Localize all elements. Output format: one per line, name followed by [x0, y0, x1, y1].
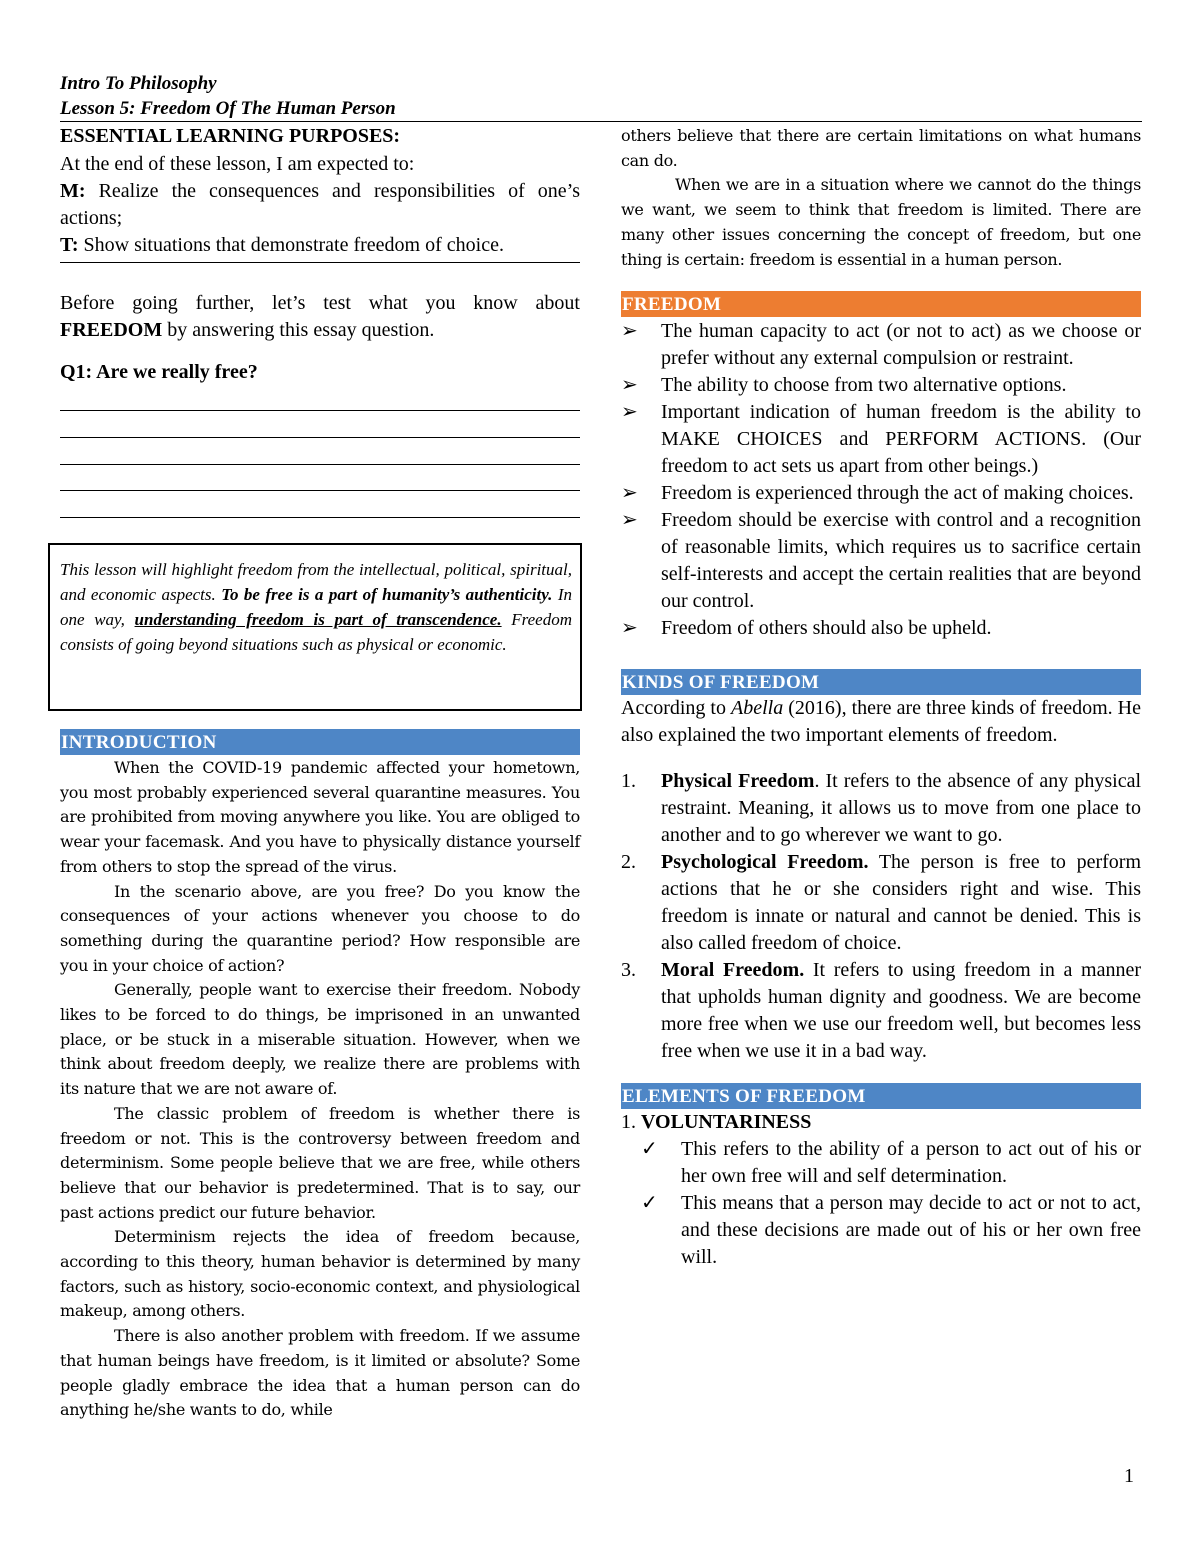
list-item: [621, 957, 1141, 1065]
list-item: [621, 318, 1141, 372]
arrow-bullet-icon: ➢: [621, 374, 638, 397]
introduction-body: [60, 756, 580, 1423]
introduction-heading: INTRODUCTION: [60, 729, 580, 755]
purpose-t: [60, 232, 580, 259]
kinds-intro-author: Abella: [731, 697, 784, 720]
freedom-heading: FREEDOM: [621, 291, 1141, 317]
introduction-paragraph: There is also another problem with freedom. If we assume that human beings have freedom, is it limited or absolute? Some people gladly embrace the idea that a human person can do anything he/she wants to do, while: [60, 1326, 580, 1420]
list-number: 2.: [621, 851, 636, 874]
kinds-intro-text: According to: [621, 697, 732, 720]
lesson-title: Lesson 5: Freedom Of The Human Person: [60, 98, 396, 119]
kinds-heading: KINDS OF FREEDOM: [621, 669, 1141, 695]
answer-line[interactable]: [60, 410, 580, 411]
header-rule: [60, 121, 1142, 122]
purpose-t-text: Show situations that demonstrate freedom of choice.: [78, 234, 504, 256]
introduction-paragraph: Generally, people want to exercise their freedom. Nobody likes to be forced to do things, be imprisoned in an unwanted place, or be stuck in a miserable situation. However, when we think about freedom deeply, we realize there are problems with its nature that we are not aware of.: [60, 980, 580, 1099]
list-item: [621, 768, 1141, 849]
arrow-bullet-icon: ➢: [621, 617, 638, 640]
callout-text: Freedom consists of going beyond situations such as physical or economic.: [60, 610, 572, 654]
arrow-bullet-icon: ➢: [621, 482, 638, 505]
list-item-text: . It refers to the absence of any physical restraint. Meaning, it allows us to move from one place to another and to go wherever we want to go.: [661, 770, 1142, 847]
purposes-rule: [60, 262, 580, 263]
course-title: Intro To Philosophy: [60, 73, 217, 94]
element-title: VOLUNTARINESS: [641, 1111, 812, 1134]
list-item: [621, 399, 1141, 480]
introduction-paragraph: In the scenario above, are you free? Do you know the consequences of your actions whenever you choose to do something during the quarantine period? How responsible are you in your choice of action?: [60, 881, 580, 975]
answer-line[interactable]: [60, 464, 580, 465]
list-item: [621, 372, 1141, 399]
list-item-text: The human capacity to act (or not to act) as we choose or prefer without any external compulsion or restraint.: [661, 320, 1141, 370]
checkmark-icon: ✓: [641, 1138, 658, 1161]
arrow-bullet-icon: ➢: [621, 509, 638, 532]
list-item-text: It refers to using freedom in a manner that upholds human dignity and goodness. We are become more free when we use our freedom well, but becomes less free when we use it in a bad way.: [661, 959, 1141, 1063]
answer-lines[interactable]: [60, 410, 580, 518]
answer-line[interactable]: [60, 490, 580, 491]
list-number: 1.: [621, 1111, 636, 1134]
introduction-paragraph: The classic problem of freedom is whether there is freedom or not. This is the controversy between freedom and determinism. Some people believe that we are free, while others believe that our behavior is predetermined. That is to say, our past actions predict our future behavior.: [60, 1103, 580, 1222]
checkmark-icon: ✓: [641, 1192, 658, 1215]
purpose-m: [60, 178, 580, 232]
list-item: [621, 1136, 1141, 1190]
page-number: 1: [1124, 1465, 1134, 1487]
freedom-list: [621, 318, 1141, 642]
list-item-text: This refers to the ability of a person to act out of his or her own free will and self determination.: [681, 1138, 1141, 1188]
purpose-m-text: Realize the consequences and responsibilities of one’s actions;: [60, 180, 580, 229]
essay-question: Q1: Are we really free?: [60, 361, 258, 383]
essay-prompt: [60, 290, 580, 344]
kinds-list: [621, 768, 1141, 1065]
arrow-bullet-icon: ➢: [621, 401, 638, 424]
introduction-continued-text: others believe that there are certain limitations on what humans can do.: [621, 126, 1141, 170]
purposes-title: ESSENTIAL LEARNING PURPOSES:: [60, 125, 401, 147]
list-item-text: This means that a person may decide to act or not to act, and these decisions are made out of his or her own free will.: [681, 1192, 1141, 1269]
callout-underlined-text: understanding freedom is part of transcendence.: [134, 610, 502, 629]
list-number: 1.: [621, 770, 636, 793]
answer-line[interactable]: [60, 517, 580, 518]
elements-list: [621, 1136, 1141, 1271]
right-column: [621, 124, 1141, 1271]
introduction-section: [60, 729, 580, 1423]
left-column: [60, 124, 580, 518]
introduction-last-paragraph: When we are in a situation where we cannot do the things we want, we seem to think that freedom is limited. There are many other issues concerning the concept of freedom, but one thing is certain: freedom is essential in a human person.: [621, 175, 1141, 269]
callout-text: In one way,: [60, 585, 572, 629]
elements-heading: ELEMENTS OF FREEDOM: [621, 1083, 1141, 1109]
list-item: [621, 1190, 1141, 1271]
list-term: Physical Freedom: [661, 770, 815, 793]
lesson-callout-box: [48, 543, 582, 711]
purposes-intro: At the end of these lesson, I am expected to:: [60, 153, 415, 175]
list-item-text: The ability to choose from two alternative options.: [661, 374, 1067, 397]
kinds-intro-text: (2016), there are three kinds of freedom. He also explained the two important elements of freedom.: [621, 697, 1141, 747]
list-item-text: Freedom should be exercise with control and a recognition of reasonable limits, which requires us to sacrifice certain self-interests and accept the certain realities that are beyond our control.: [661, 509, 1141, 613]
list-item-text: Freedom is experienced through the act of making choices.: [661, 482, 1134, 505]
list-item-text: The person is free to perform actions that he or she considers right and wise. This freedom is innate or natural and cannot be denied. This is also called freedom of choice.: [661, 851, 1141, 955]
callout-text: This lesson will highlight freedom from the intellectual, political, spiritual, and economic aspects.: [60, 560, 572, 604]
list-item-text: Important indication of human freedom is the ability to MAKE CHOICES and PERFORM ACTIONS. (Our freedom to act sets us apart from other beings.): [661, 401, 1141, 478]
introduction-continued: [621, 124, 1141, 272]
answer-line[interactable]: [60, 437, 580, 438]
kinds-intro: [621, 695, 1141, 749]
essay-prompt-after: by answering this essay question.: [162, 319, 435, 341]
essay-prompt-bold: FREEDOM: [60, 319, 163, 341]
list-term: Moral Freedom.: [661, 959, 805, 982]
list-number: 3.: [621, 959, 636, 982]
essay-prompt-before: Before going further, let’s test what you know about: [60, 292, 580, 314]
introduction-paragraph: Determinism rejects the idea of freedom because, according to this theory, human behavior is determined by many factors, such as history, socio-economic context, and physiological makeup, among others.: [60, 1227, 580, 1321]
arrow-bullet-icon: ➢: [621, 320, 638, 343]
list-item: [621, 615, 1141, 642]
list-item: [621, 849, 1141, 957]
list-item: [621, 507, 1141, 615]
list-item-text: Freedom of others should also be upheld.: [661, 617, 992, 640]
list-term: Psychological Freedom.: [661, 851, 869, 874]
purpose-m-label: M:: [60, 180, 86, 202]
callout-bold-text: To be free is a part of humanity’s authenticity.: [221, 585, 553, 604]
introduction-paragraph: When the COVID-19 pandemic affected your hometown, you most probably experienced several quarantine measures. You are prohibited from moving anywhere you like. You are obliged to wear your facemask. And you have to physically distance yourself from others to stop the spread of the virus.: [60, 758, 580, 876]
elements-voluntariness: [621, 1109, 1141, 1136]
list-item: [621, 480, 1141, 507]
purpose-t-label: T:: [60, 234, 79, 256]
